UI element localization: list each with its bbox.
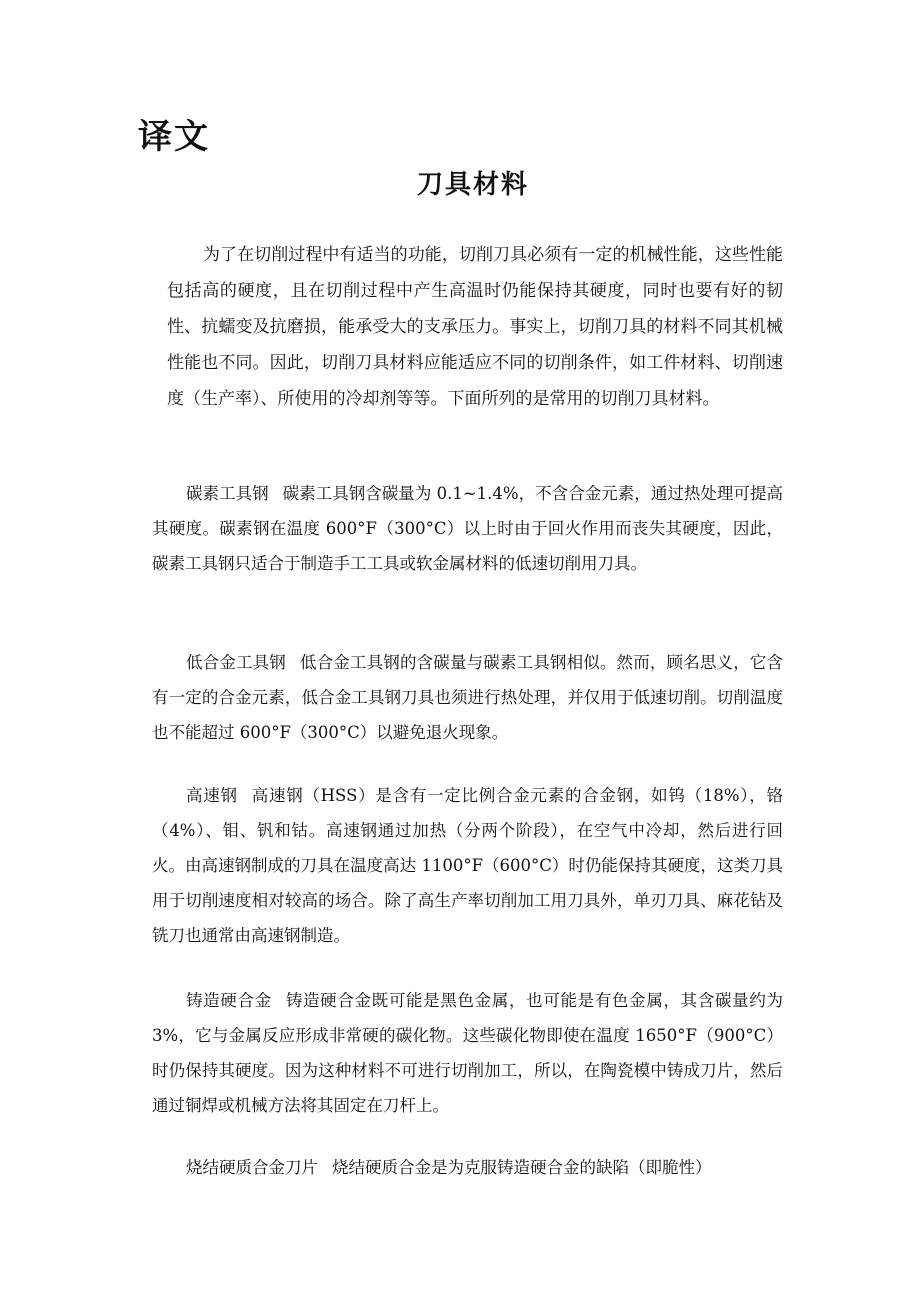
paragraph-carbon-tool-steel [152,476,783,581]
paragraph-text: 高速钢（HSS）是含有一定比例合金元素的合金钢，如钨（18%），铬（4%）、钼、钒和钴。高速钢通过加热（分两个阶段），在空气中冷却，然后进行回火。由高速钢制成的刀具在温度高达 1100°F（600°C）时仍能保持其硬度，这类刀具用于切削速度相对较高的场合。除了高生产率切削加工用刀具外，单刃刀具、麻花钻及铣刀也通常由高速钢制造。 [152,786,783,945]
paragraph-text: 铸造硬合金既可能是黑色金属，也可能是有色金属，其含碳量约为 3%，它与金属反应形成非常硬的碳化物。这些碳化物即使在温度 1650°F（900°C）时仍保持其硬度。因为这种材料不可进行切削加工，所以，在陶瓷模中铸成刀片，然后通过铜焊或机械方法将其固定在刀杆上。 [152,991,784,1115]
section-label: 译文 [138,117,210,157]
paragraph-low-alloy-tool-steel [152,645,783,750]
paragraph-sintered-carbide-insert [152,1150,783,1185]
document-title: 刀具材料 [416,170,529,200]
intro-paragraph: 为了在切削过程中有适当的功能，切削刀具必须有一定的机械性能，这些性能包括高的硬度，且在切削过程中产生高温时仍能保持其硬度，同时也要有好的韧性、抗蠕变及抗磨损，能承受大的支承压力。事实上，切削刀具的材料不同其机械性能也不同。因此，切削刀具材料应能适应不同的切削条件，如工件材料、切削速度（生产率）、所使用的冷却剂等等。下面所列的是常用的切削刀具材料。 [167,245,783,409]
paragraph-term: 高速钢 [186,786,238,805]
paragraph-text: 碳素工具钢含碳量为 0.1~1.4%，不含合金元素，通过热处理可提高其硬度。碳素钢在温度 600°F（300°C）以上时由于回火作用而丧失其硬度，因此，碳素工具钢只适合于制造手工工具或软金属材料的低速切削用刀具。 [152,484,783,573]
paragraph-high-speed-steel [152,778,783,953]
paragraph-term: 碳素工具钢 [186,484,269,503]
paragraph-cast-alloy [152,983,783,1123]
paragraph-term: 铸造硬合金 [186,991,272,1010]
paragraph-term: 烧结硬质合金刀片 [186,1158,318,1177]
paragraph-text: 低合金工具钢的含碳量与碳素工具钢相似。然而，顾名思义，它含有一定的合金元素，低合金工具钢刀具也须进行热处理，并仅用于低速切削。切削温度也不能超过 600°F（300°C）以避免退火现象。 [152,653,784,742]
paragraph-term: 低合金工具钢 [186,653,286,672]
paragraph-text: 烧结硬质合金是为克服铸造硬合金的缺陷（即脆性） [332,1158,712,1177]
